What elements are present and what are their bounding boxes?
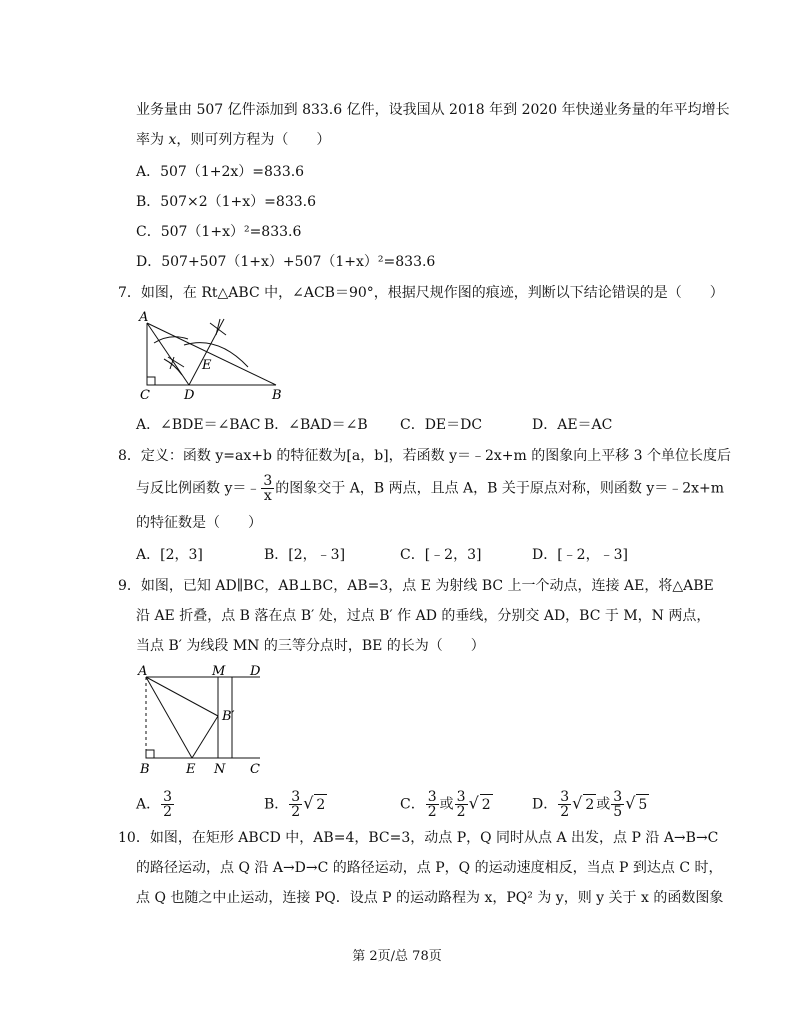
q9-label-c: C [250, 762, 260, 777]
q7-label-b: B [272, 388, 282, 403]
q9-label-bprime: B′ [222, 709, 235, 724]
q6-stem-line1: 业务量由 507 亿件添加到 833.6 亿件，设我国从 2018 年到 2020 年快递业务量的年平均增长 [136, 102, 730, 118]
q7-label-a: A [139, 310, 149, 325]
q10-stem-line2: 的路径运动，点 Q 沿 A→D→C 的路径运动，点 P，Q 的运动速度相反，当点 P 到达点 C 时， [136, 860, 723, 876]
q7-label-c: C [140, 388, 150, 403]
q8-stem-line2: 与反比例函数 y＝﹣ $\frac{3}{x}$ 的图象交于 A，B 两点，且点 A，B 关于原点对称，则函数 y＝﹣2x+m [136, 473, 725, 504]
q6-option-b: B．507×2（1+x）=833.6 [136, 194, 316, 210]
q7-label-d: D [184, 388, 195, 403]
q7-option-a: A．∠BDE＝∠BAC [136, 417, 261, 433]
q8-option-d: D．[﹣2，﹣3] [532, 547, 628, 563]
q7-option-c: C．DE＝DC [400, 417, 483, 433]
q8-fraction: $\frac{3}{x}$ [263, 473, 273, 504]
q8-option-a: A．[2，3] [136, 547, 203, 563]
q9-figure [130, 662, 280, 778]
q9-label-e: E [186, 762, 196, 777]
q8-stem-line3: 的特征数是（ ） [136, 515, 262, 531]
q9-label-d: D [250, 664, 261, 679]
q9-option-c: C． $\frac{3}{2}$ 或 $\frac{3}{2}$ √ 2 [400, 789, 491, 820]
q9-option-d: D． $\frac{3}{2}$ √ 2 或 $\frac{3}{5}$ √ 5 [532, 789, 648, 820]
q9-option-a: A． $\frac{3}{2}$ [136, 789, 173, 820]
q6-option-c: C．507（1+x）²=833.6 [136, 224, 302, 240]
q7-stem: 7．如图，在 Rt△ABC 中，∠ACB＝90°，根据尺规作图的痕迹，判断以下结论错误的是（ ） [118, 285, 724, 301]
q9-label-n: N [214, 762, 226, 777]
q9-label-b: B [140, 762, 150, 777]
q10-stem-line1: 10．如图，在矩形 ABCD 中，AB=4，BC=3，动点 P，Q 同时从点 A 出发，点 P 沿 A→B→C [118, 830, 719, 846]
q6-stem-line2: 率为 x，则可列方程为（ ） [136, 132, 331, 148]
q7-option-b: B．∠BAD＝∠B [264, 417, 368, 433]
q7-label-e: E [202, 358, 212, 373]
q9-option-b: B． $\frac{3}{2}$ √ 2 [264, 789, 326, 820]
q6-option-a: A．507（1+2x）=833.6 [136, 164, 305, 180]
q9-label-a: A [138, 664, 148, 679]
q10-stem-line3: 点 Q 也随之中止运动，连接 PQ．设点 P 的运动路程为 x，PQ² 为 y，则 y 关于 x 的函数图象 [136, 890, 724, 906]
q8-option-c: C．[﹣2，3] [400, 547, 482, 563]
q9-label-m: M [212, 664, 226, 679]
q6-option-d: D．507+507（1+x）+507（1+x）²=833.6 [136, 254, 436, 270]
q7-option-d: D．AE＝AC [532, 417, 613, 433]
q8-stem-line1: 8．定义：函数 y=ax+b 的特征数为[a，b]，若函数 y＝﹣2x+m 的图象向上平移 3 个单位长度后 [118, 448, 732, 464]
page-footer: 第 2页/总 78页 [352, 949, 442, 964]
q9-stem-line3: 当点 B′ 为线段 MN 的三等分点时，BE 的长为（ ） [136, 638, 485, 654]
q9-stem-line2: 沿 AE 折叠，点 B 落在点 B′ 处，过点 B′ 作 AD 的垂线，分别交 AD，BC 于 M，N 两点， [136, 608, 711, 624]
q9-stem-line1: 9．如图，已知 AD∥BC，AB⊥BC，AB=3，点 E 为射线 BC 上一个动点，连接 AE，将△ABE [118, 578, 714, 594]
q7-figure [130, 305, 300, 405]
q8-option-b: B．[2，﹣3] [264, 547, 346, 563]
